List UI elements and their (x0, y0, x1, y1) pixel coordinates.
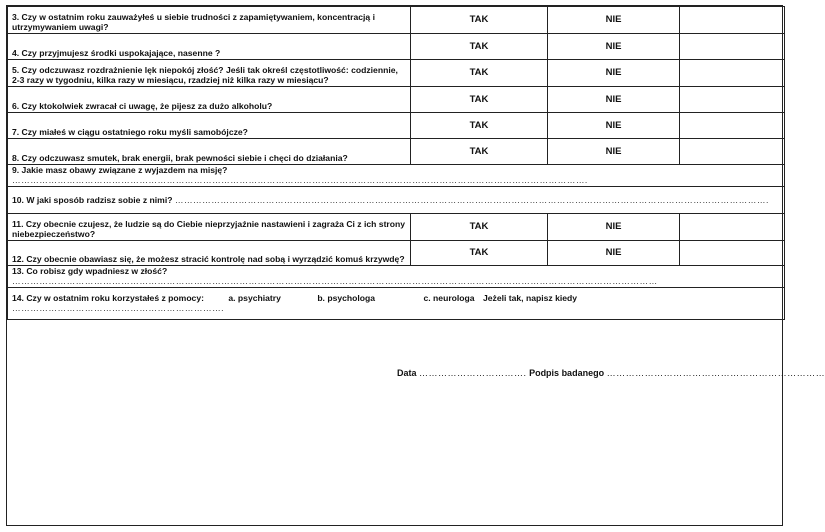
comment-cell-3[interactable] (680, 7, 785, 34)
question-14-cell (8, 288, 785, 320)
answer-yes-11[interactable]: TAK (411, 214, 548, 241)
question-row-6 (8, 87, 785, 113)
answer-no-12[interactable]: NIE (548, 241, 680, 266)
question-11-text: 11. Czy obecnie czujesz, że ludzie są do Ciebie nieprzyjaźnie nastawieni i zagraża Ci z ich strony niebezpieczeństwo? (8, 214, 411, 241)
question-13-answer-line[interactable]: …………………………………………………………………………………………………………………………………………………………………………………………… (12, 276, 658, 286)
date-field[interactable]: ……………………………. (419, 368, 527, 378)
question-8-text: 8. Czy odczuwasz smutek, brak energii, brak pewności siebie i chęci do działania? (8, 139, 411, 165)
answer-yes-6[interactable]: TAK (411, 87, 548, 113)
answer-no-7[interactable]: NIE (548, 113, 680, 139)
questions-table (7, 6, 785, 320)
option-psychologist[interactable]: b. psychologa (317, 293, 376, 303)
answer-yes-7[interactable]: TAK (411, 113, 548, 139)
comment-cell-4[interactable] (680, 34, 785, 60)
answer-no-8[interactable]: NIE (548, 139, 680, 165)
comment-cell-5[interactable] (680, 60, 785, 87)
question-3-text: 3. Czy w ostatnim roku zauważyłeś u siebie trudności z zapamiętywaniem, koncentracją i utrzymywaniem uwagi? (8, 7, 411, 34)
comment-cell-7[interactable] (680, 113, 785, 139)
question-4-text: 4. Czy przyjmujesz środki uspokajające, nasenne ? (8, 34, 411, 60)
question-6-text: 6. Czy ktokolwiek zwracał ci uwagę, że pijesz za dużo alkoholu? (8, 87, 411, 113)
question-7-text: 7. Czy miałeś w ciągu ostatniego roku myśli samobójcze? (8, 113, 411, 139)
answer-yes-3[interactable]: TAK (411, 7, 548, 34)
question-row-4 (8, 34, 785, 60)
comment-cell-6[interactable] (680, 87, 785, 113)
answer-yes-5[interactable]: TAK (411, 60, 548, 87)
question-9-answer-line[interactable]: ………………………………………………………………………………………………………………………………………………………………………. (12, 175, 588, 185)
question-9-cell[interactable] (8, 165, 785, 187)
question-row-13 (8, 266, 785, 288)
questionnaire-form (6, 5, 825, 526)
signature-area (397, 368, 825, 378)
answer-no-5[interactable]: NIE (548, 60, 680, 87)
question-5-text: 5. Czy odczuwasz rozdrażnienie lęk niepokój złość? Jeśli tak określ częstotliwość: codziennie, 2-3 razy w tygodniu, kilka razy w miesiącu, rzadziej niż kilka razy w miesiącu? (8, 60, 411, 87)
if-yes-when-label: Jeżeli tak, napisz kiedy (482, 293, 578, 303)
question-13-cell[interactable] (8, 266, 785, 288)
answer-no-3[interactable]: NIE (548, 7, 680, 34)
question-row-3 (8, 7, 785, 34)
signature-label: Podpis badanego (529, 368, 605, 378)
answer-yes-12[interactable]: TAK (411, 241, 548, 266)
question-9-text: 9. Jakie masz obawy związane z wyjazdem na misję? (12, 165, 228, 175)
answer-yes-4[interactable]: TAK (411, 34, 548, 60)
signature-field[interactable]: …………………………………………………………… (606, 368, 825, 378)
comment-cell-8[interactable] (680, 139, 785, 165)
answer-yes-8[interactable]: TAK (411, 139, 548, 165)
option-psychiatrist[interactable]: a. psychiatry (228, 293, 281, 303)
question-row-10 (8, 187, 785, 214)
comment-cell-11[interactable] (680, 214, 785, 241)
question-row-8 (8, 139, 785, 165)
answer-no-4[interactable]: NIE (548, 34, 680, 60)
question-row-14 (8, 288, 785, 320)
option-neurologist[interactable]: c. neurologa (423, 293, 475, 303)
question-row-7 (8, 113, 785, 139)
date-label: Data (397, 368, 417, 378)
question-row-12 (8, 241, 785, 266)
question-10-text: 10. W jaki sposób radzisz sobie z nimi? (12, 194, 173, 205)
question-10-answer-line[interactable]: ……………………………………………………………………………………………………………………………………………………………………………. (174, 194, 769, 205)
question-14-text: 14. Czy w ostatnim roku korzystałeś z pomocy: (12, 293, 204, 303)
comment-cell-12[interactable] (680, 241, 785, 266)
if-yes-when-answer-line[interactable]: ……………………………………………………………. (12, 303, 225, 313)
answer-no-11[interactable]: NIE (548, 214, 680, 241)
question-13-text: 13. Co robisz gdy wpadniesz w złość? (12, 266, 168, 276)
question-10-cell[interactable] (8, 187, 785, 214)
question-12-text: 12. Czy obecnie obawiasz się, że możesz stracić kontrolę nad sobą i wyrządzić komuś krzywdę? (8, 241, 411, 266)
answer-no-6[interactable]: NIE (548, 87, 680, 113)
question-row-9 (8, 165, 785, 187)
question-row-11 (8, 214, 785, 241)
question-row-5 (8, 60, 785, 87)
